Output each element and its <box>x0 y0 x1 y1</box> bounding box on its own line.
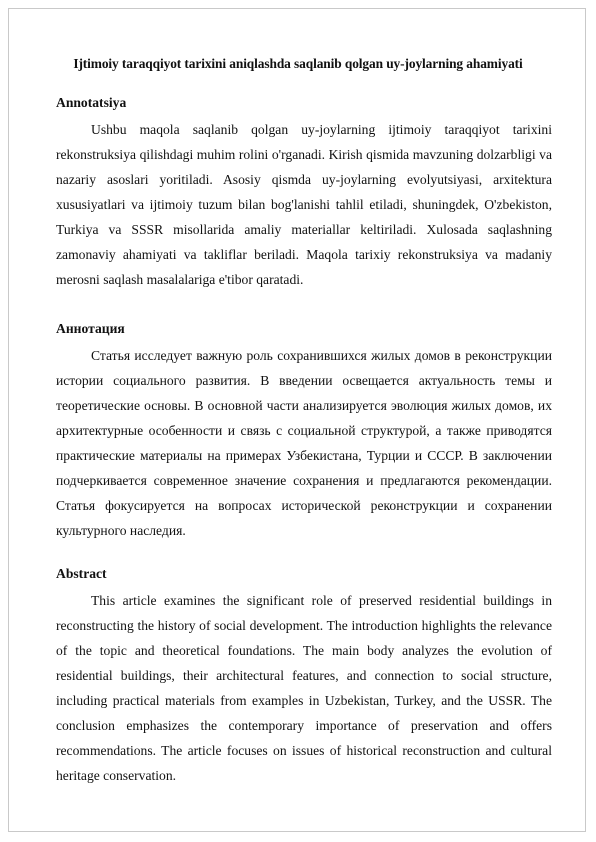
paper-title: Ijtimoiy taraqqiyot tarixini aniqlashda saqlanib qolgan uy-joylarning ahamiyati <box>73 56 523 71</box>
abstract-uzbek-heading: Annotatsiya <box>56 95 127 110</box>
abstract-uzbek-text: Ushbu maqola saqlanib qolgan uy-joylarning ijtimoiy taraqqiyot tarixini rekonstruksiya qilishdagi muhim rolini o'rganadi. Kirish qismida mavzuning dolzarbligi va nazariy asoslari yoritiladi. Asosiy qismda uy-joylarning evolyutsiyasi, arxitektura xususiyatlari va ijtimoiy tuzum bilan bog'lanishi tahlil etiladi, shuningdek, O'zbekiston, Turkiya va SSSR misollarida amaliy materiallar keltiriladi. Xulosada saqlashning zamonaviy ahamiyati va takliflar beriladi. Maqola tarixiy rekonstruksiya va madaniy merosni saqlash masalalariga e'tibor qaratadi. <box>56 122 552 287</box>
abstract-russian <box>56 318 552 543</box>
abstract-english-heading: Abstract <box>56 566 107 581</box>
abstract-russian-heading: Аннотация <box>56 321 125 336</box>
abstract-english <box>56 563 552 788</box>
abstract-russian-text: Статья исследует важную роль сохранившихся жилых домов в реконструкции истории социального развития. В введении освещается актуальность темы и теоретические основы. В основной части анализируется эволюция жилых домов, их архитектурные особенности и связь с социальной структурой, а также приводятся практические материалы на примерах Узбекистана, Турции и СССР. В заключении подчеркивается современное значение сохранения и предлагаются рекомендации. Статья фокусируется на вопросах исторической реконструкции и сохранении культурного наследия. <box>56 348 552 538</box>
abstract-english-text: This article examines the significant role of preserved residential buildings in reconstructing the history of social development. The introduction highlights the relevance of the topic and theoretical foundations. The main body analyzes the evolution of residential buildings, their architectural features, and connection to social structure, including practical materials from examples in Uzbekistan, Turkey, and the USSR. The conclusion emphasizes the contemporary importance of preservation and offers recommendations. The article focuses on issues of historical reconstruction and cultural heritage conservation. <box>56 593 552 783</box>
abstract-uzbek <box>56 92 552 292</box>
